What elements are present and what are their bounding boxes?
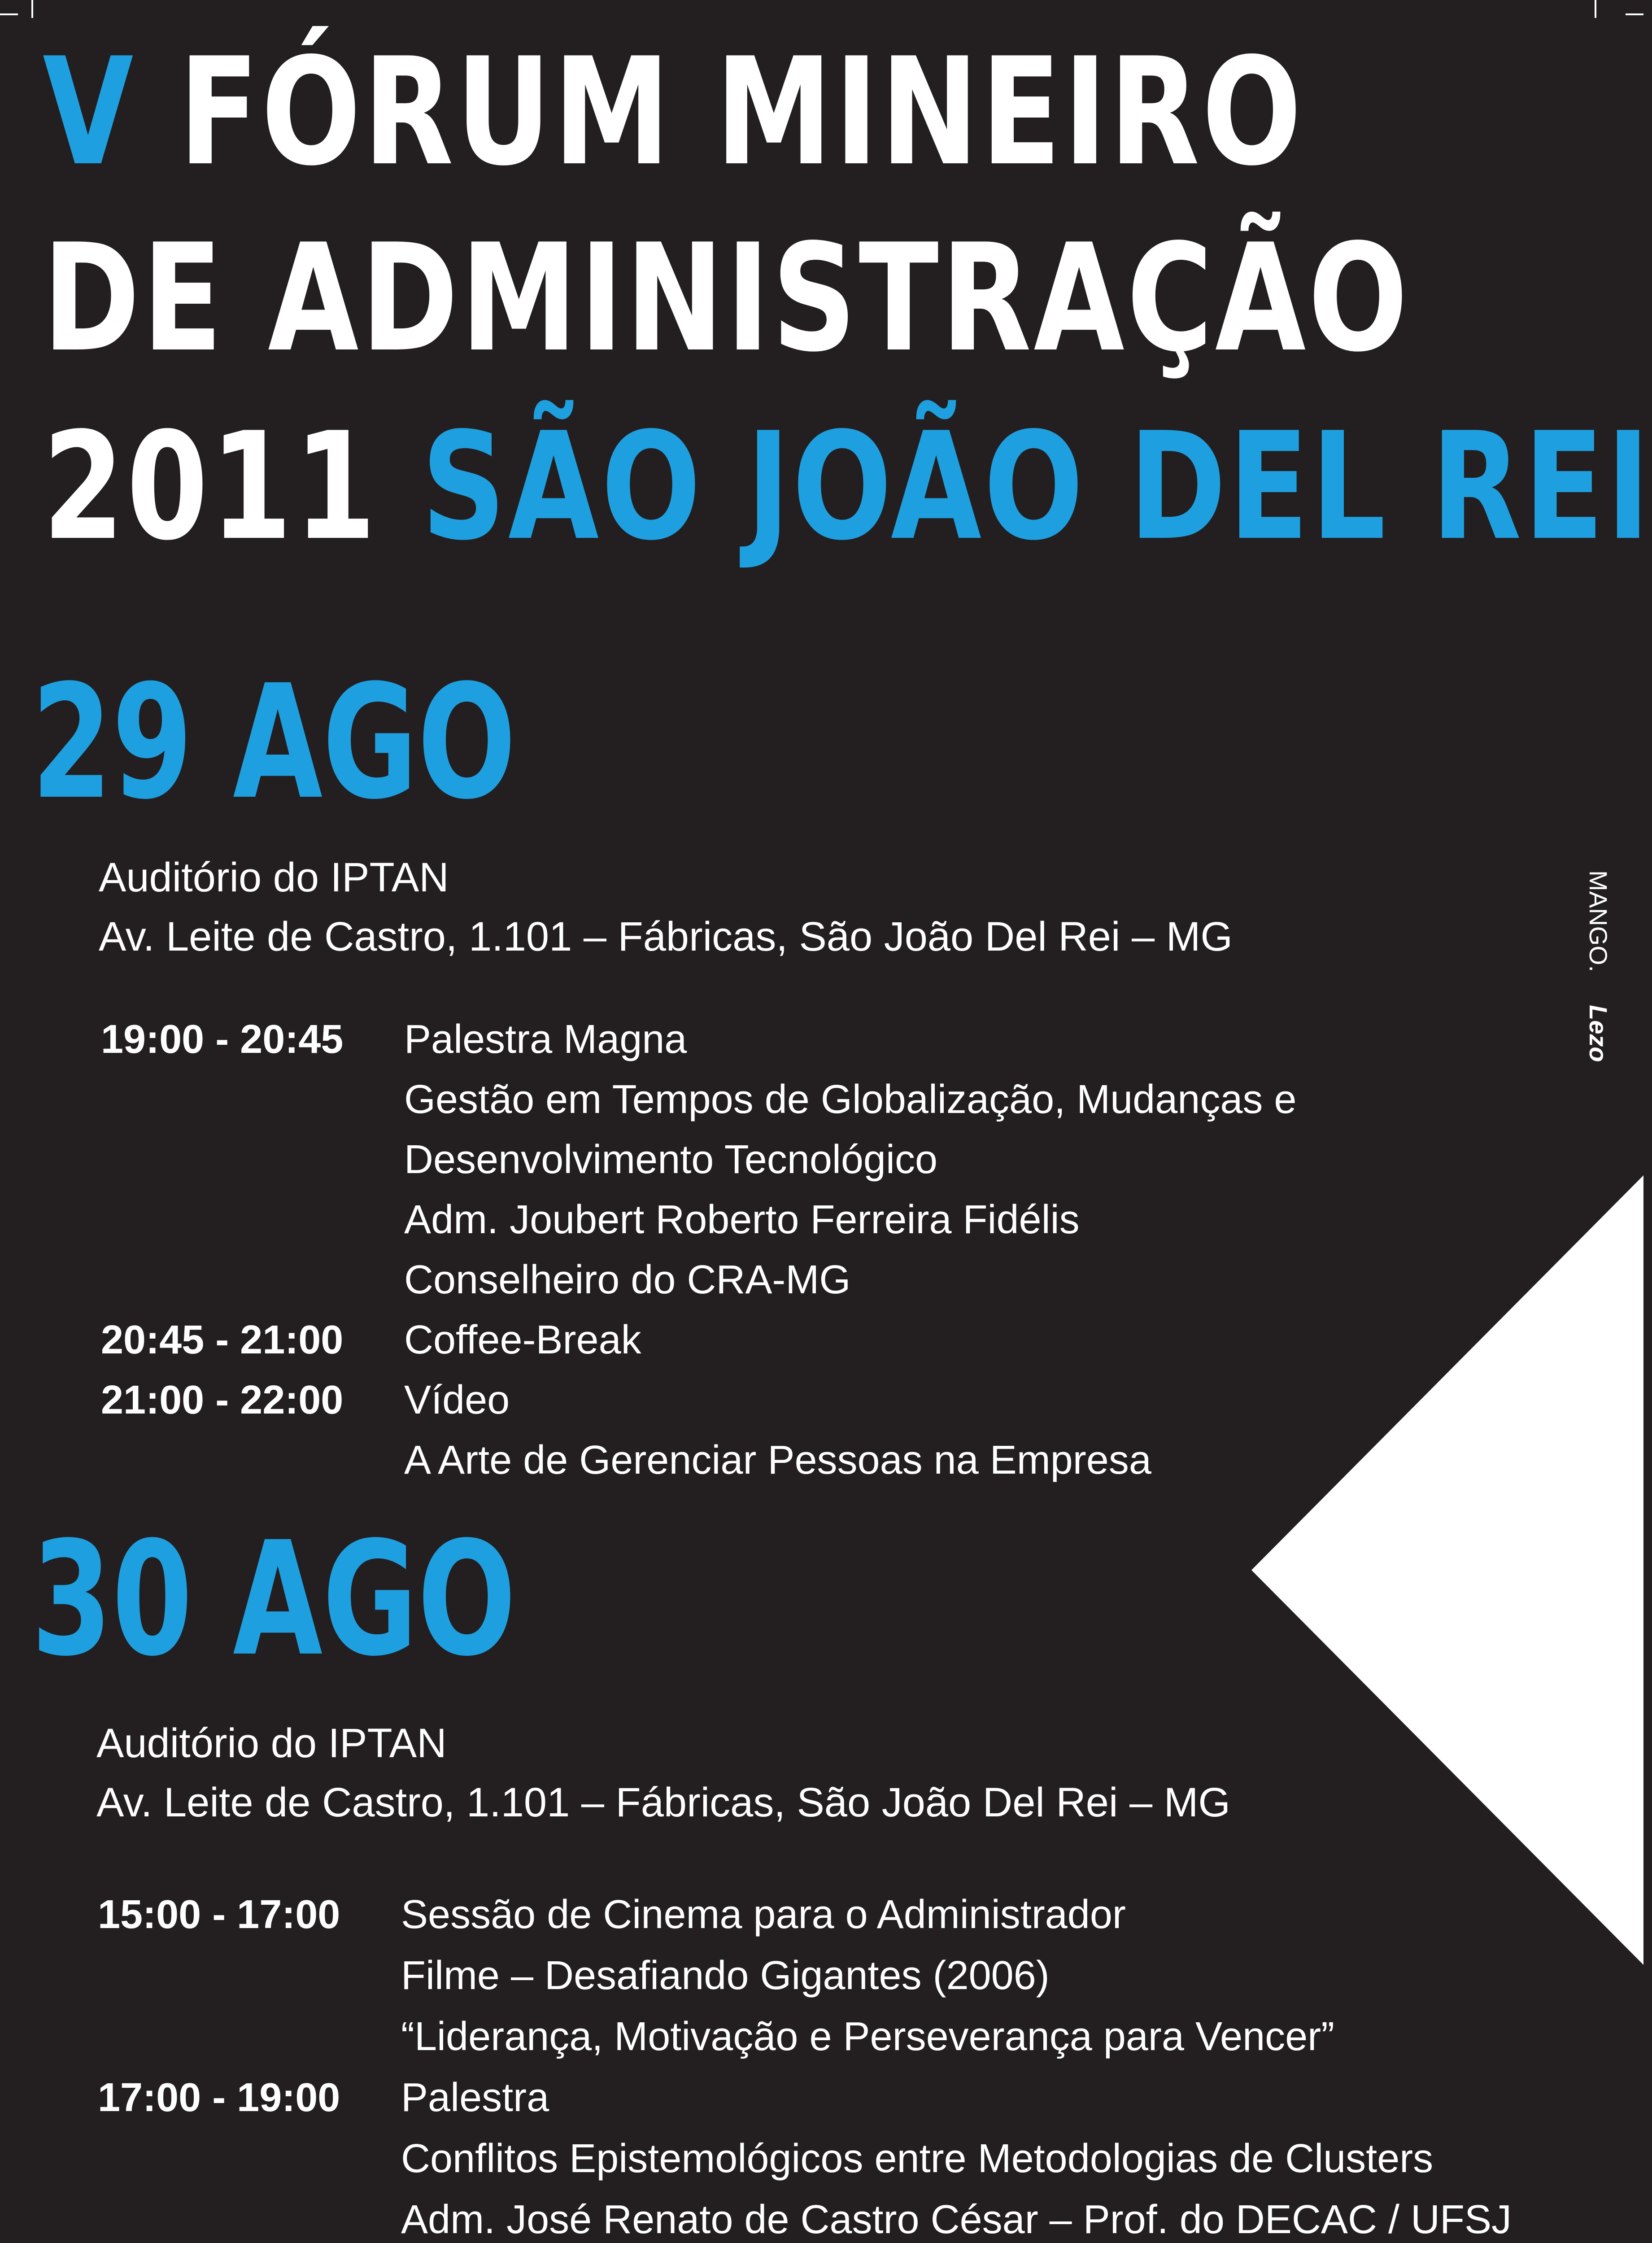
session-title: Conflitos Epistemológicos entre Metodologias de Clusters [401,2136,1434,2181]
session-subtitle: “Liderança, Motivação e Perseverança para Vencer” [401,2014,1335,2059]
session-speaker-role: Conselheiro do CRA-MG [404,1257,851,1302]
schedule-details [404,1370,1151,1490]
session-title: Filme – Desafiando Gigantes (2006) [401,1953,1050,1998]
venue-address: Av. Leite de Castro, 1.101 – Fábricas, São João Del Rei – MG [99,914,1233,960]
day-2-schedule [98,1884,1512,2243]
schedule-details [404,1009,1296,1310]
headline-edition: V [43,26,136,198]
schedule-details [401,2067,1512,2243]
headline-city: SÃO JOÃO DEL REI [421,401,1652,573]
session-type: Palestra [401,2075,549,2120]
schedule-item [101,1310,1296,1370]
venue-name: Auditório do IPTAN [96,1720,447,1766]
venue-name: Auditório do IPTAN [99,855,449,900]
schedule-time: 19:00 - 20:45 [101,1017,344,1062]
session-speaker: Adm. Joubert Roberto Ferreira Fidélis [404,1197,1080,1242]
session-title-cont: Desenvolvimento Tecnológico [404,1137,938,1182]
schedule-item [101,1009,1296,1310]
schedule-item [98,1884,1512,2067]
schedule-details [404,1310,641,1370]
session-type: Sessão de Cinema para o Administrador [401,1892,1126,1937]
crop-mark-tl-h [0,13,18,15]
headline-administracao: DE ADMINISTRAÇÃO [43,212,1410,384]
schedule-time: 21:00 - 22:00 [101,1378,344,1423]
crop-mark-tr-h [1626,13,1643,15]
schedule-time: 15:00 - 17:00 [98,1892,340,1937]
session-title: A Arte de Gerenciar Pessoas na Empresa [404,1438,1151,1483]
day-1-venue [99,848,1233,966]
headline-line-1 [43,26,1304,198]
headline-forum: FÓRUM MINEIRO [179,26,1304,198]
crop-mark-tl-v [31,0,33,18]
headline-year: 2011 [43,401,379,573]
schedule-details [401,1884,1334,2067]
headline-line-3 [43,401,1652,573]
schedule-time: 20:45 - 21:00 [101,1318,344,1362]
schedule-time: 17:00 - 19:00 [98,2075,340,2120]
session-title: Gestão em Tempos de Globalização, Mudanças e [404,1077,1297,1122]
day-1-schedule [101,1009,1296,1490]
day-2-date: 30 AGO [31,1508,516,1691]
session-type: Palestra Magna [404,1017,687,1062]
day-2-venue [96,1714,1230,1832]
schedule-item [101,1370,1296,1490]
schedule-item [98,2067,1512,2243]
session-type: Coffee-Break [404,1318,641,1362]
decorative-triangle [1251,1175,1643,1965]
credit-brand: Lezo [1584,1005,1613,1062]
session-speaker: Adm. José Renato de Castro César – Prof. do DECAC / UFSJ [401,2197,1512,2242]
headline-line-2 [43,212,1410,384]
designer-credit [1570,870,1613,1086]
venue-address: Av. Leite de Castro, 1.101 – Fábricas, São João Del Rei – MG [96,1780,1230,1825]
crop-mark-tr-v [1595,0,1596,18]
session-type: Vídeo [404,1378,510,1423]
credit-name: MANGO. [1584,870,1613,973]
day-1-date: 29 AGO [31,651,516,834]
